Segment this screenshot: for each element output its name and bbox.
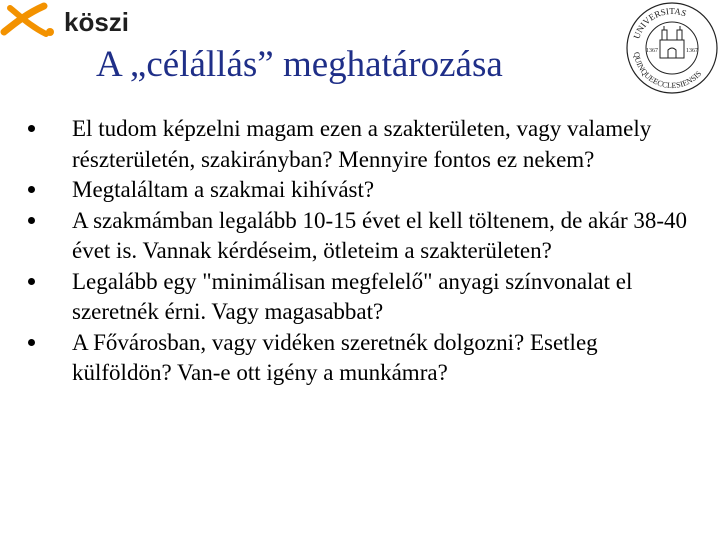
logo-wordmark: köszi [64, 7, 130, 37]
bullet-dot-icon [28, 125, 35, 132]
bullet-dot-icon [28, 278, 35, 285]
bullet-dot-icon [28, 339, 35, 346]
seal-text-top: UNIVERSITAS [631, 5, 688, 41]
seal-year-right: 1367 [686, 48, 698, 54]
bullet-item: A Fővárosban, vagy vidéken szeretnék dolgozni? Esetleg külföldön? Van-e ott igény a munkámra? [28, 328, 688, 389]
bullet-item: A szakmámban legalább 10-15 évet el kell töltenem, de akár 38-40 évet is. Vannak kérdéseim, ötleteim a szakterületen? [28, 206, 688, 267]
seal-text-bottom: QUINQUEECCLESIENSIS [631, 51, 704, 91]
seal-year-left: 1367 [646, 48, 658, 54]
university-seal-icon [624, 0, 720, 96]
bullet-item: Legalább egy "minimálisan megfelelő" anyagi színvonalat el szeretnék érni. Vagy magasabbat? [28, 267, 688, 328]
bullet-list [28, 114, 688, 389]
slide-title: A „célállás” meghatározása [96, 44, 503, 85]
bullet-dot-icon [28, 217, 35, 224]
koszi-logo [0, 2, 130, 42]
seal-church-icon [660, 26, 684, 58]
orange-swoosh-x-icon [0, 2, 60, 42]
bullet-item: El tudom képzelni magam ezen a szakterületen, vagy valamely részterületén, szakirányban? Mennyire fontos ez nekem? [28, 114, 688, 175]
bullet-dot-icon [28, 186, 35, 193]
bullet-item: Megtaláltam a szakmai kihívást? [28, 175, 688, 206]
